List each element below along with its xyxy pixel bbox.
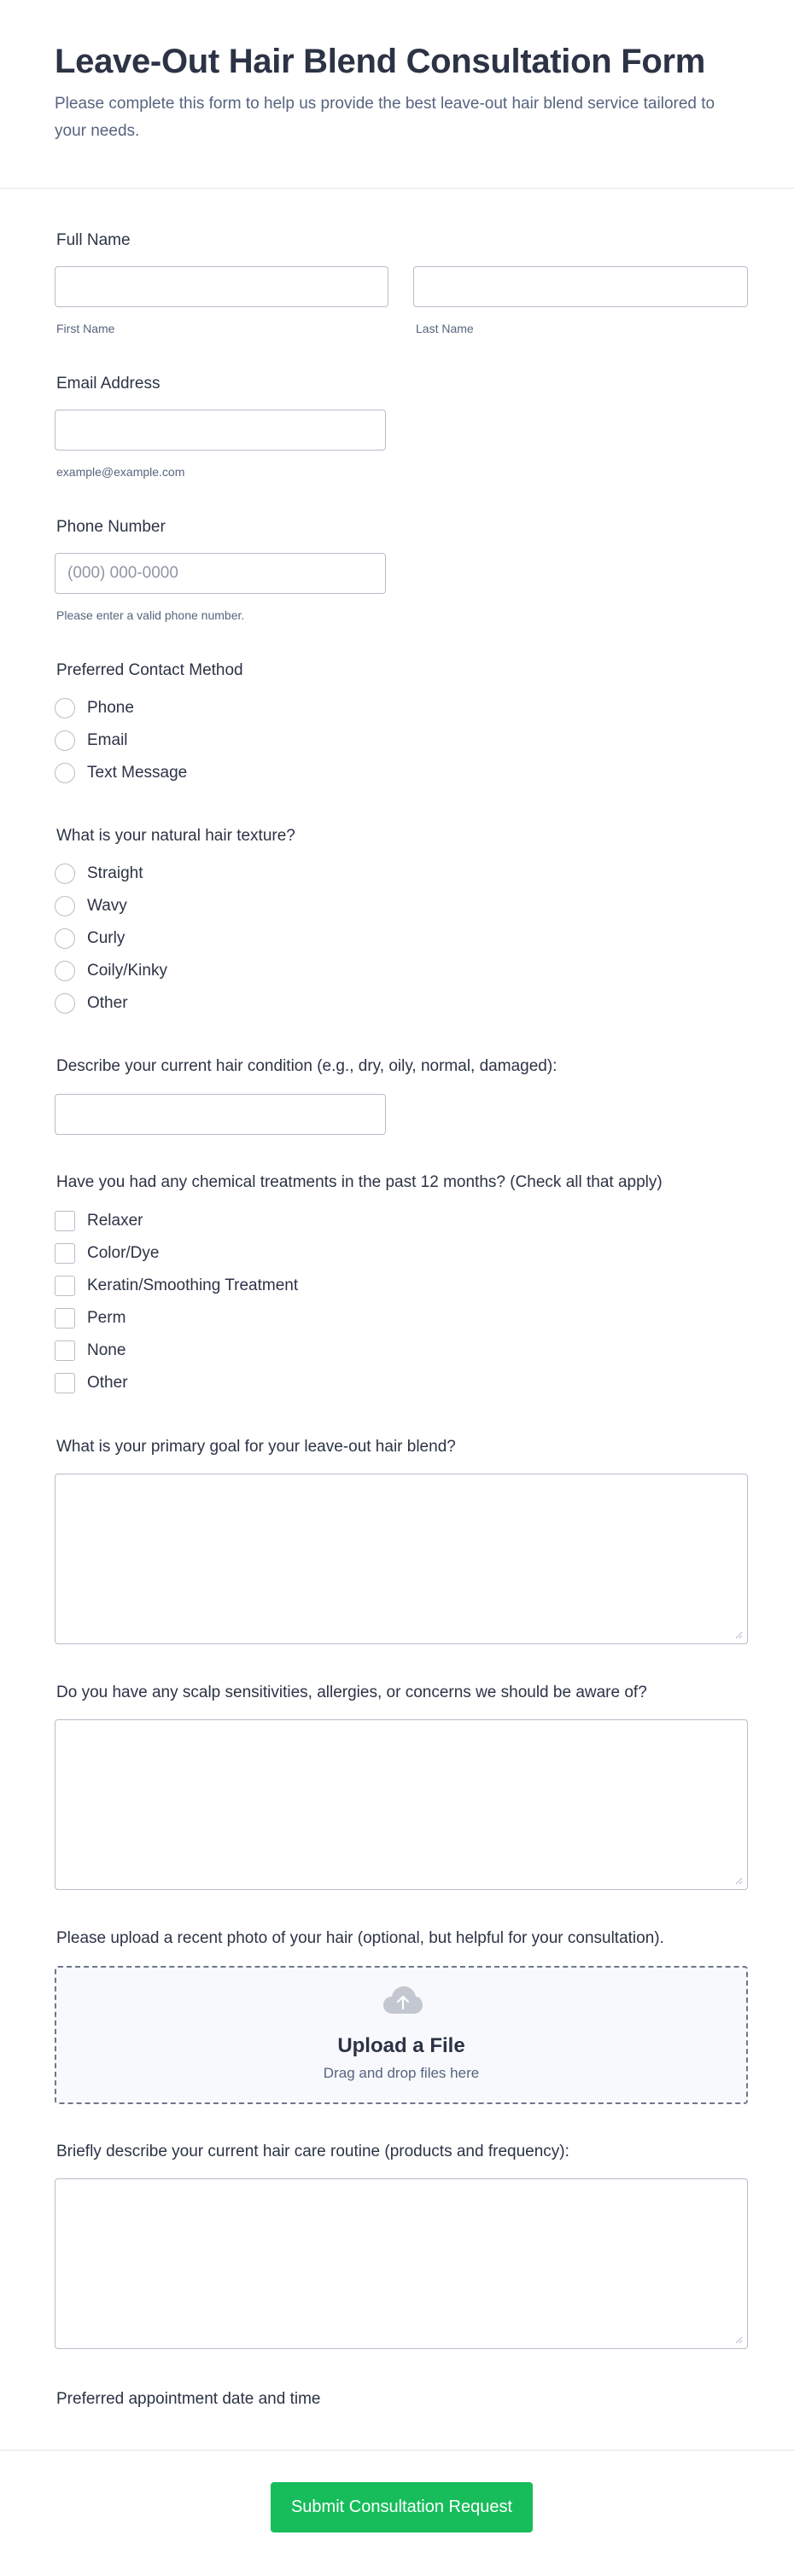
form-footer (0, 2450, 794, 2576)
radio-button[interactable] (55, 763, 75, 783)
option-label: Wavy (87, 897, 127, 915)
scalp-textarea[interactable] (55, 1719, 748, 1890)
checkbox[interactable] (55, 1211, 75, 1231)
checkbox[interactable] (55, 1340, 75, 1361)
phone-sublabel: Please enter a valid phone number. (56, 608, 245, 622)
radio-button[interactable] (55, 864, 75, 884)
option-label: Keratin/Smoothing Treatment (87, 1276, 299, 1294)
option-label: Color/Dye (87, 1244, 160, 1262)
texture-option-coily-kinky[interactable] (55, 960, 167, 982)
phone-input[interactable] (55, 553, 386, 594)
radio-button[interactable] (55, 961, 75, 981)
option-label: Email (87, 731, 128, 749)
texture-option-other[interactable] (55, 992, 128, 1015)
file-upload-dropzone[interactable] (55, 1966, 748, 2104)
full-name-label: Full Name (56, 231, 131, 249)
chemical-treatments-label: Have you had any chemical treatments in the past 12 months? (Check all that apply) (56, 1173, 663, 1191)
upload-subtitle: Drag and drop files here (323, 2065, 480, 2081)
hair-texture-label: What is your natural hair texture? (56, 827, 295, 845)
contact-method-label: Preferred Contact Method (56, 661, 243, 679)
texture-option-curly[interactable] (55, 927, 125, 950)
option-label: Curly (87, 929, 126, 947)
routine-label: Briefly describe your current hair care routine (products and frequency): (56, 2143, 569, 2160)
email-input[interactable] (55, 410, 386, 451)
last-name-input[interactable] (413, 266, 748, 307)
form-subtitle: Please complete this form to help us provide the best leave-out hair blend service tailored to your needs. (55, 95, 715, 140)
treatment-option-keratin[interactable] (55, 1275, 298, 1297)
option-label: Straight (87, 864, 143, 882)
photo-upload-label: Please upload a recent photo of your hair (optional, but helpful for your consultation). (56, 1929, 664, 1947)
routine-textarea[interactable] (55, 2178, 748, 2349)
email-sublabel: example@example.com (56, 465, 185, 479)
treatment-option-relaxer[interactable] (55, 1210, 143, 1232)
cloud-upload-icon (382, 1985, 424, 2015)
first-name-input[interactable] (55, 266, 388, 307)
treatment-option-other[interactable] (55, 1372, 128, 1394)
option-label: Other (87, 994, 128, 1012)
treatment-option-perm[interactable] (55, 1307, 126, 1329)
treatment-option-color-dye[interactable] (55, 1242, 159, 1265)
first-name-sublabel: First Name (56, 322, 115, 335)
last-name-sublabel: Last Name (416, 322, 474, 335)
option-label: Coily/Kinky (87, 962, 167, 980)
form-title: Leave-Out Hair Blend Consultation Form (55, 43, 705, 80)
treatment-option-none[interactable] (55, 1340, 126, 1362)
phone-label: Phone Number (56, 518, 166, 536)
contact-option-email[interactable] (55, 730, 128, 752)
checkbox[interactable] (55, 1308, 75, 1329)
option-label: Text Message (87, 764, 188, 782)
option-label: Relaxer (87, 1212, 143, 1230)
appointment-label: Preferred appointment date and time (56, 2390, 321, 2408)
hair-condition-label: Describe your current hair condition (e.g., dry, oily, normal, damaged): (56, 1057, 558, 1075)
checkbox[interactable] (55, 1243, 75, 1264)
primary-goal-textarea[interactable] (55, 1474, 748, 1644)
option-label: None (87, 1341, 126, 1359)
submit-button[interactable]: Submit Consultation Request (271, 2482, 533, 2532)
radio-button[interactable] (55, 730, 75, 751)
upload-title: Upload a File (337, 2034, 465, 2057)
radio-button[interactable] (55, 896, 75, 916)
option-label: Phone (87, 699, 134, 717)
radio-button[interactable] (55, 928, 75, 949)
contact-option-text-message[interactable] (55, 762, 187, 784)
hair-condition-input[interactable] (55, 1094, 386, 1135)
radio-button[interactable] (55, 993, 75, 1014)
email-label: Email Address (56, 375, 161, 393)
scalp-label: Do you have any scalp sensitivities, allergies, or concerns we should be aware of? (56, 1683, 647, 1701)
texture-option-straight[interactable] (55, 863, 143, 885)
option-label: Perm (87, 1309, 126, 1327)
contact-option-phone[interactable] (55, 697, 134, 719)
radio-button[interactable] (55, 698, 75, 718)
form-header (0, 0, 794, 189)
checkbox[interactable] (55, 1276, 75, 1296)
texture-option-wavy[interactable] (55, 895, 127, 917)
option-label: Other (87, 1374, 128, 1392)
checkbox[interactable] (55, 1373, 75, 1393)
primary-goal-label: What is your primary goal for your leave-out hair blend? (56, 1438, 456, 1456)
